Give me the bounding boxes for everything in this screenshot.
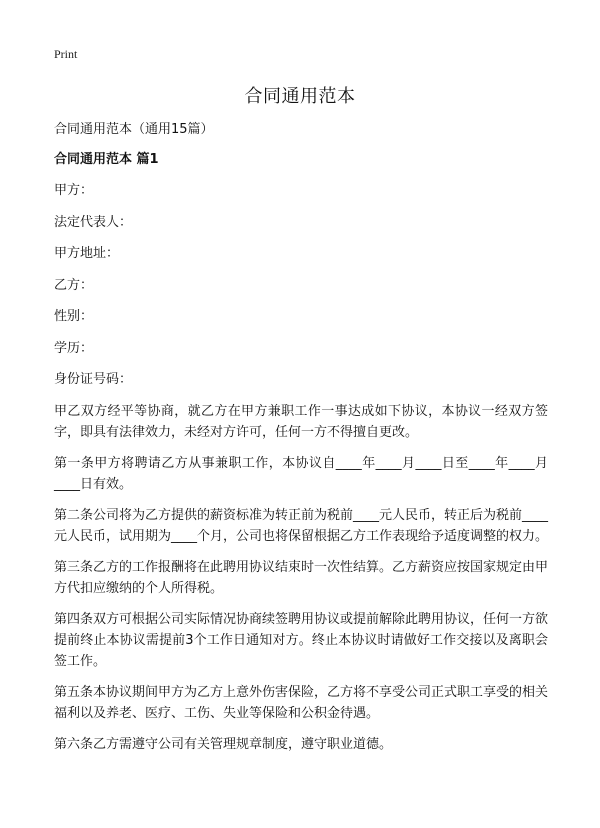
paragraph-article-4: 第四条双方可根据公司实际情况协商续签聘用协议或提前解除此聘用协议，任何一方欲提前终止本协议需提前3个工作日通知对方。终止本协议时请做好工作交接以及离职会签工作。: [54, 611, 549, 669]
document-title: 合同通用范本: [244, 86, 356, 107]
field-id-number: 身份证号码：: [54, 372, 133, 387]
document-subtitle: 合同通用范本（通用15篇）: [54, 122, 214, 137]
paragraph-article-2: 第二条公司将为乙方提供的薪资标准为转正前为税前____元人民币，转正后为税前____元人民币，试用期为____个月，公司也将保留根据乙方工作表现给予适度调整的权力。: [54, 507, 549, 544]
paragraph-article-5: 第五条本协议期间甲方为乙方上意外伤害保险，乙方将不享受公司正式职工享受的相关福利以及养老、医疗、工伤、失业等保险和公积金待遇。: [54, 684, 549, 721]
field-party-b: 乙方：: [54, 277, 94, 293]
field-legal-representative: 法定代表人：: [54, 214, 133, 230]
document-body: [54, 119, 548, 765]
paragraph-article-3: 第三条乙方的工作报酬将在此聘用协议结束时一次性结算。乙方薪资应按国家规定由甲方代扣应缴纳的个人所得税。: [54, 559, 549, 596]
paragraph-preamble: 甲乙双方经平等协商，就乙方在甲方兼职工作一事达成如下协议，本协议一经双方签字，即具有法律效力，未经对方许可，任何一方不得擅自更改。: [54, 403, 548, 440]
field-party-a-address: 甲方地址：: [54, 246, 120, 261]
paragraph-article-6: 第六条乙方需遵守公司有关管理规章制度，遵守职业道德。: [54, 736, 393, 752]
field-education: 学历：: [54, 340, 94, 356]
section-heading: 合同通用范本 篇1: [54, 152, 159, 167]
print-label: Print: [54, 47, 78, 61]
field-party-a: 甲方：: [54, 183, 94, 198]
field-gender: 性别：: [54, 309, 94, 324]
paragraph-article-1: 第一条甲方将聘请乙方从事兼职工作，本协议自____年____月____日至____年____月____日有效。: [54, 455, 548, 492]
